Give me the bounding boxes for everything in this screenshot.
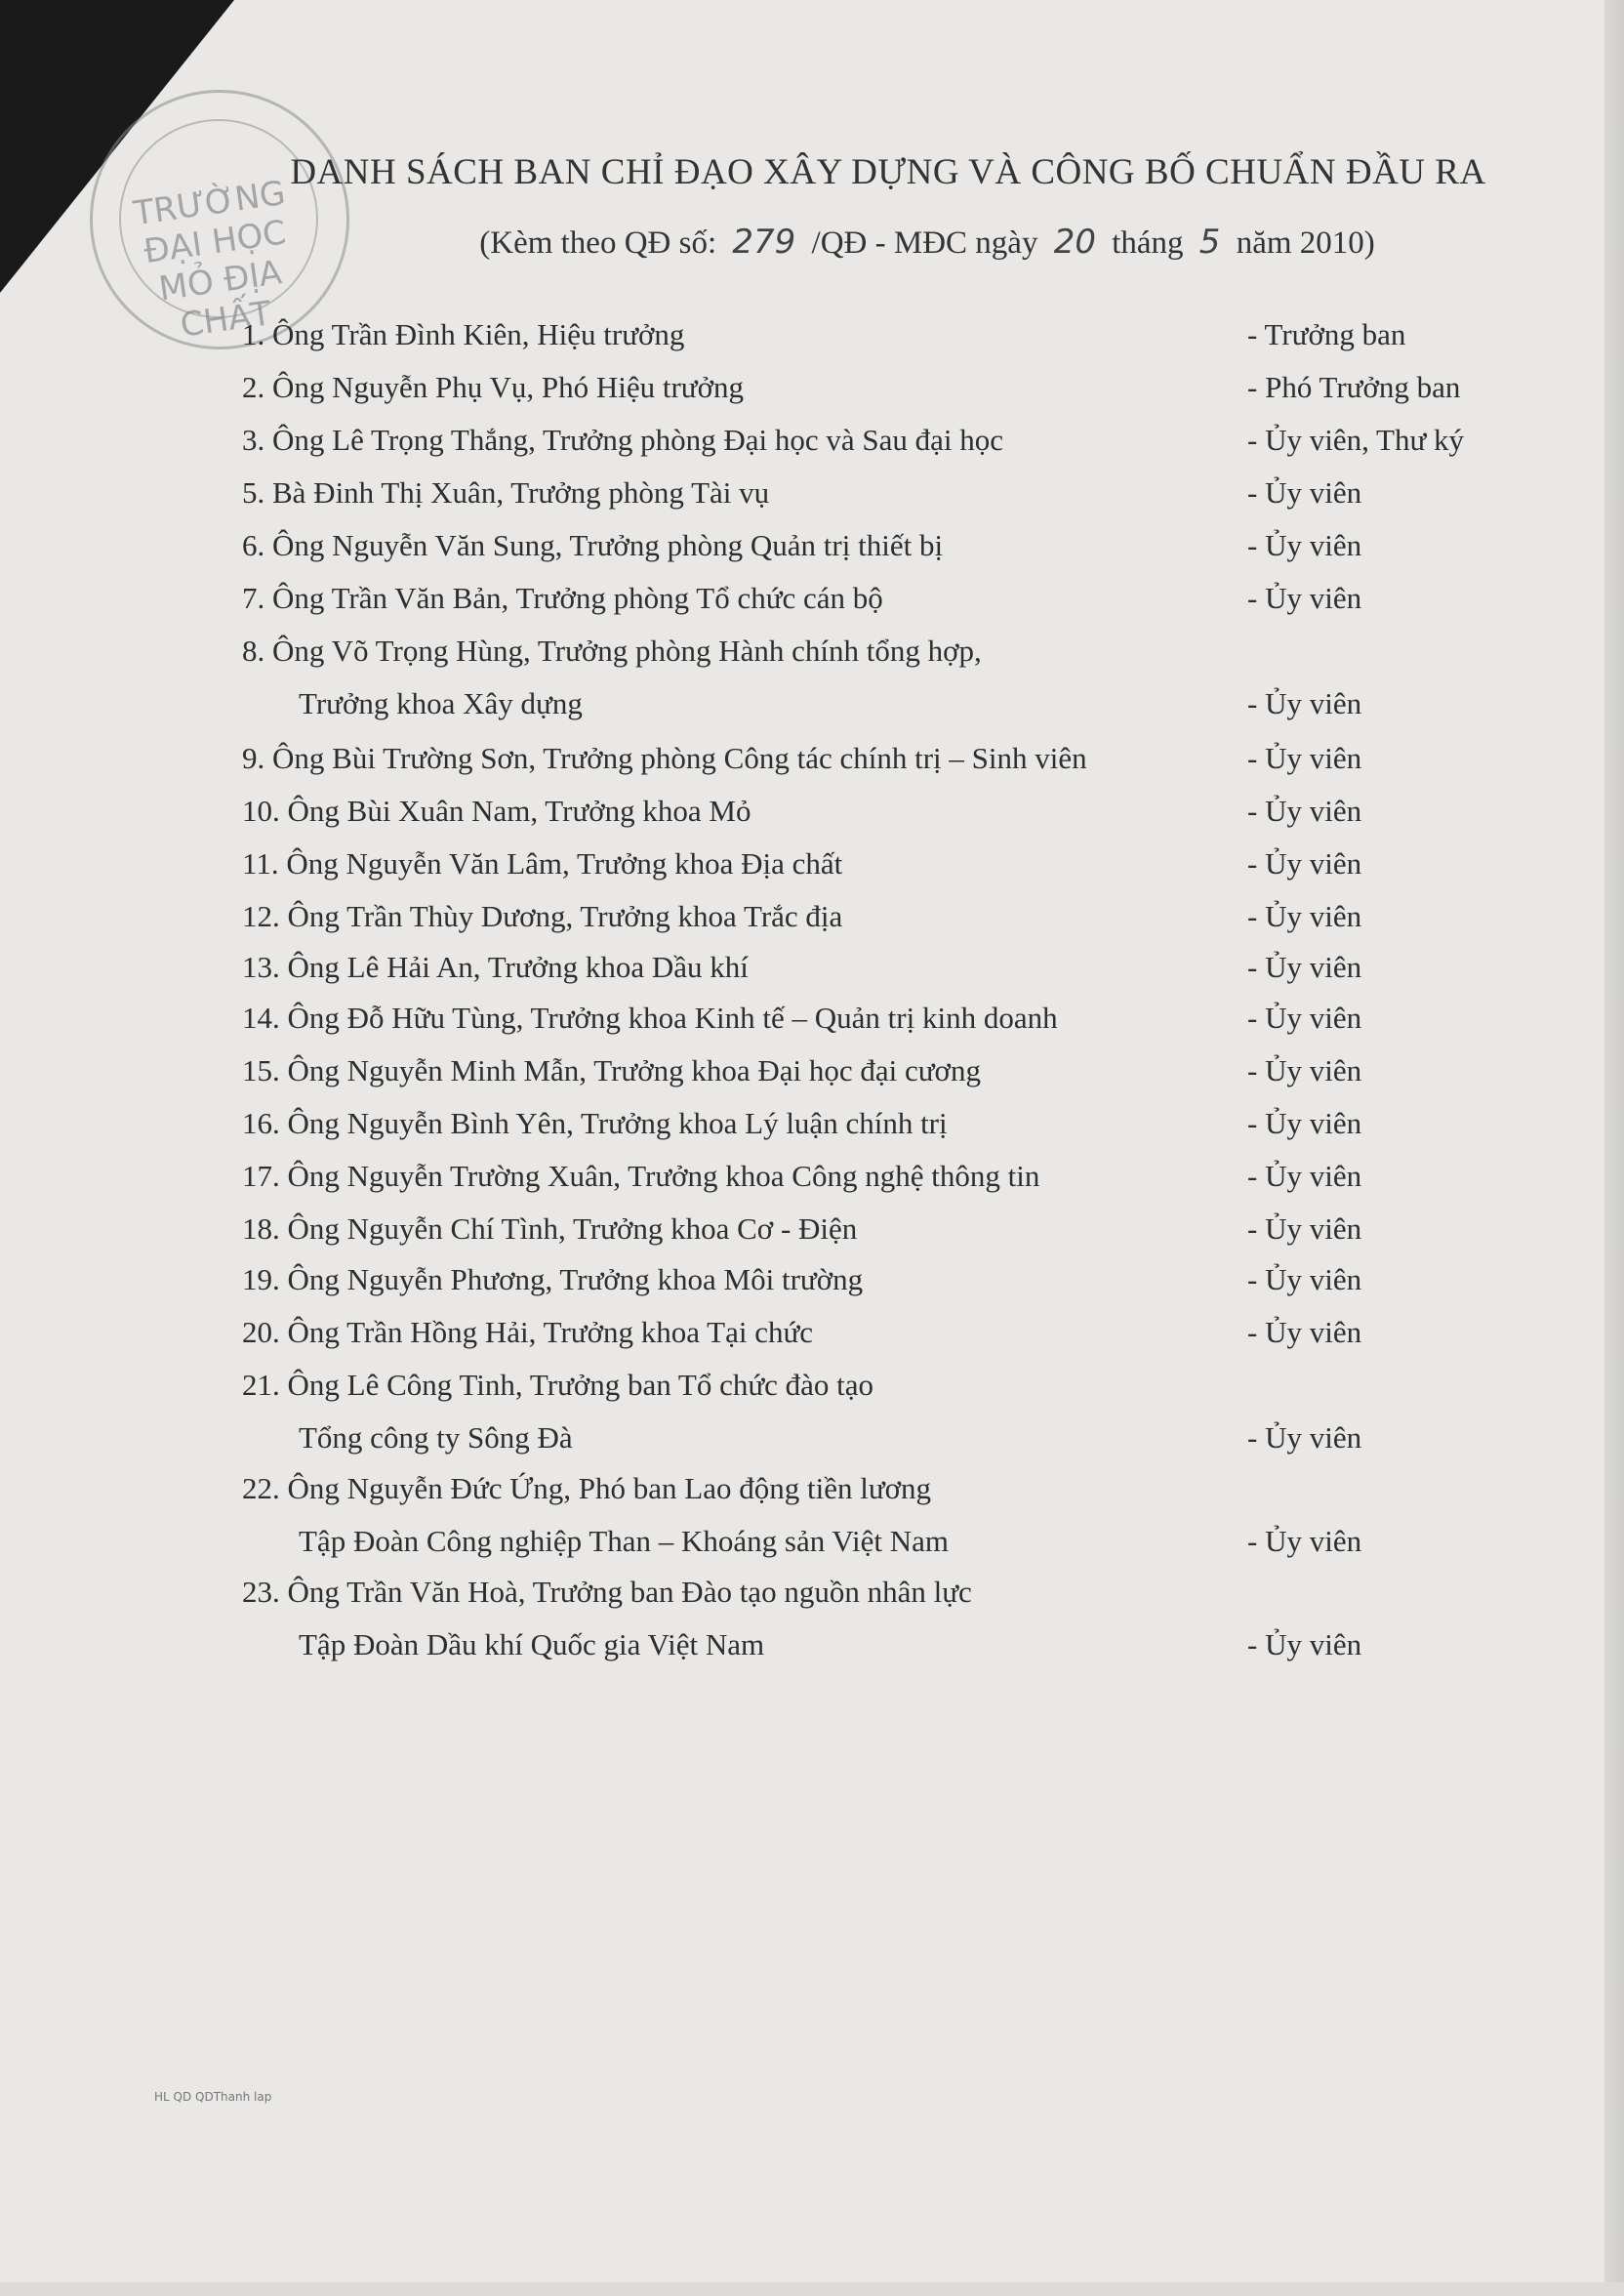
member-row	[242, 580, 1501, 617]
member-name: 16. Ông Nguyễn Bình Yên, Trưởng khoa Lý luận chính trị	[242, 1106, 948, 1140]
member-row	[242, 316, 1501, 353]
document-title: DANH SÁCH BAN CHỈ ĐẠO XÂY DỰNG VÀ CÔNG BỐ CHUẨN ĐẦU RA	[290, 152, 1486, 192]
member-row	[242, 845, 1501, 882]
member-name: 21. Ông Lê Công Tinh, Trưởng ban Tổ chức đào tạo	[242, 1368, 874, 1402]
member-role: - Ủy viên	[1247, 1001, 1362, 1035]
member-name: 19. Ông Nguyễn Phương, Trưởng khoa Môi trường	[242, 1262, 864, 1296]
member-row	[242, 1105, 1501, 1142]
member-row	[242, 633, 1501, 722]
member-row	[242, 740, 1501, 777]
member-role: - Ủy viên	[1247, 1262, 1362, 1296]
member-role: - Ủy viên	[1247, 950, 1362, 984]
member-row	[242, 1000, 1501, 1037]
member-row	[242, 793, 1501, 830]
member-row	[242, 1158, 1501, 1195]
member-role: - Ủy viên	[1247, 686, 1362, 720]
member-row	[242, 527, 1501, 564]
member-role: - Ủy viên	[1247, 581, 1362, 615]
member-role: - Ủy viên	[1247, 1420, 1362, 1455]
member-role: - Ủy viên	[1247, 1053, 1362, 1087]
decision-number: 279	[732, 223, 796, 262]
member-role: - Ủy viên	[1247, 899, 1362, 933]
member-name: 5. Bà Đinh Thị Xuân, Trưởng phòng Tài vụ	[242, 475, 770, 510]
member-row	[242, 369, 1501, 406]
member-row	[242, 1470, 1501, 1560]
member-name: 1. Ông Trần Đình Kiên, Hiệu trưởng	[242, 317, 685, 351]
subtitle-prefix: (Kèm theo QĐ số:	[479, 226, 717, 261]
member-name: 6. Ông Nguyễn Văn Sung, Trưởng phòng Quản trị thiết bị	[242, 528, 944, 562]
member-list	[242, 301, 1501, 1663]
member-role: - Ủy viên	[1247, 741, 1362, 775]
member-role: - Ủy viên, Thư ký	[1247, 423, 1465, 457]
official-stamp-text: TRƯỜNG ĐẠI HỌC MỎ ĐỊA CHẤT	[131, 173, 289, 346]
member-name: 14. Ông Đỗ Hữu Tùng, Trưởng khoa Kinh tế – Quản trị kinh doanh	[242, 1001, 1058, 1035]
member-name: 9. Ông Bùi Trường Sơn, Trưởng phòng Công tác chính trị – Sinh viên	[242, 741, 1087, 775]
member-name-continued: Tổng công ty Sông Đà	[299, 1420, 573, 1455]
member-name: 17. Ông Nguyễn Trường Xuân, Trưởng khoa Công nghệ thông tin	[242, 1159, 1040, 1193]
document-subtitle	[390, 223, 1464, 262]
member-row	[242, 1367, 1501, 1456]
member-role: - Ủy viên	[1247, 1315, 1362, 1349]
member-row	[242, 1052, 1501, 1089]
member-name: 20. Ông Trần Hồng Hải, Trưởng khoa Tại chức	[242, 1315, 814, 1349]
scan-bottom-edge	[0, 2282, 1624, 2296]
member-name-continued: Trưởng khoa Xây dựng	[299, 686, 583, 720]
member-role: - Ủy viên	[1247, 1159, 1362, 1193]
member-role: - Ủy viên	[1247, 1627, 1362, 1661]
member-name: 8. Ông Võ Trọng Hùng, Trưởng phòng Hành chính tổng hợp,	[242, 634, 982, 668]
member-name: 15. Ông Nguyễn Minh Mẫn, Trưởng khoa Đại học đại cương	[242, 1053, 981, 1087]
member-name: 2. Ông Nguyễn Phụ Vụ, Phó Hiệu trưởng	[242, 370, 744, 404]
member-role: - Ủy viên	[1247, 1524, 1362, 1558]
decision-day: 20	[1053, 223, 1096, 262]
member-row	[242, 1261, 1501, 1298]
member-row	[242, 474, 1501, 512]
member-role: - Ủy viên	[1247, 475, 1362, 510]
member-name-continued: Tập Đoàn Dầu khí Quốc gia Việt Nam	[299, 1627, 765, 1661]
member-role: - Ủy viên	[1247, 1211, 1362, 1246]
member-name: 7. Ông Trần Văn Bản, Trưởng phòng Tổ chức cán bộ	[242, 581, 883, 615]
member-name: 23. Ông Trần Văn Hoà, Trưởng ban Đào tạo nguồn nhân lực	[242, 1575, 972, 1609]
member-row	[242, 1574, 1501, 1663]
subtitle-middle: /QĐ - MĐC ngày	[811, 226, 1038, 261]
member-name: 11. Ông Nguyễn Văn Lâm, Trưởng khoa Địa chất	[242, 846, 843, 881]
member-name: 18. Ông Nguyễn Chí Tình, Trưởng khoa Cơ - Điện	[242, 1211, 858, 1246]
member-role: - Ủy viên	[1247, 846, 1362, 881]
member-row	[242, 1314, 1501, 1351]
subtitle-suffix: năm 2010)	[1236, 226, 1375, 261]
member-row	[242, 949, 1501, 986]
member-name: 22. Ông Nguyễn Đức Ứng, Phó ban Lao động tiền lương	[242, 1471, 932, 1505]
member-role: - Trưởng ban	[1247, 317, 1406, 351]
member-name: 3. Ông Lê Trọng Thắng, Trưởng phòng Đại học và Sau đại học	[242, 423, 1004, 457]
member-name: 12. Ông Trần Thùy Dương, Trưởng khoa Trắc địa	[242, 899, 843, 933]
subtitle-month-label: tháng	[1112, 226, 1184, 261]
member-role: - Ủy viên	[1247, 794, 1362, 828]
member-name: 10. Ông Bùi Xuân Nam, Trưởng khoa Mỏ	[242, 794, 751, 828]
member-row	[242, 1210, 1501, 1248]
decision-month: 5	[1198, 223, 1221, 262]
member-role: - Ủy viên	[1247, 1106, 1362, 1140]
member-row	[242, 898, 1501, 935]
member-role: - Ủy viên	[1247, 528, 1362, 562]
scan-right-edge	[1604, 0, 1624, 2296]
member-name: 13. Ông Lê Hải An, Trưởng khoa Dầu khí	[242, 950, 749, 984]
footer-filename: HL QD QDThanh lap	[154, 2090, 272, 2104]
member-role: - Phó Trưởng ban	[1247, 370, 1461, 404]
member-name-continued: Tập Đoàn Công nghiệp Than – Khoáng sản Việt Nam	[299, 1524, 949, 1558]
member-row	[242, 422, 1501, 459]
